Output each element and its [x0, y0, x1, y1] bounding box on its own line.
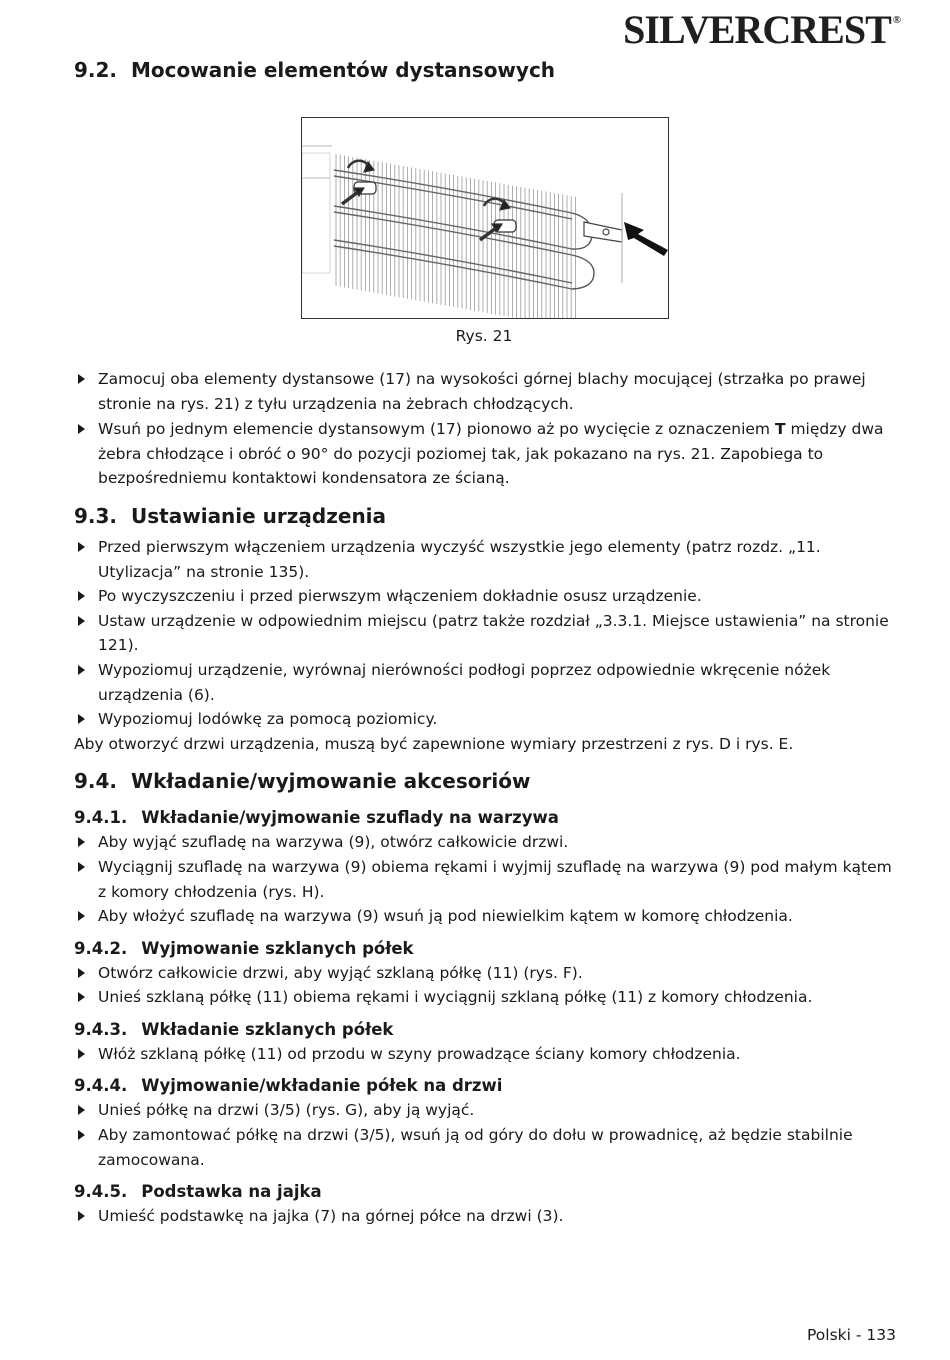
list-item: Unieś półkę na drzwi (3/5) (rys. G), aby ją wyjąć.: [74, 1098, 896, 1123]
steps-9-4-1: [74, 830, 896, 928]
list-item: Ustaw urządzenie w odpowiednim miejscu (patrz także rozdział „3.3.1. Miejsce ustawienia” na stronie 121).: [74, 609, 896, 658]
list-item: Aby wyjąć szufladę na warzywa (9), otwórz całkowicie drzwi.: [74, 830, 896, 855]
steps-9-4-3: [74, 1042, 896, 1067]
steps-9-3: [74, 535, 896, 732]
heading-9-3: 9.3. Ustawianie urządzenia: [74, 503, 387, 528]
heading-9-4-4: 9.4.4. Wyjmowanie/wkładanie półek na drzwi: [74, 1076, 503, 1096]
steps-9-2: [74, 367, 896, 491]
figure-caption: Rys. 21: [455, 327, 513, 345]
heading-9-4-2: 9.4.2. Wyjmowanie szklanych półek: [74, 938, 414, 958]
heading-9-4: 9.4. Wkładanie/wyjmowanie akcesoriów: [74, 769, 531, 794]
steps-9-4-5: [74, 1204, 896, 1229]
marker-t: T: [774, 420, 786, 439]
list-item: Umieść podstawkę na jajka (7) na górnej półce na drzwi (3).: [74, 1204, 896, 1229]
list-item: Wypoziomuj urządzenie, wyrównaj nierówności podłogi poprzez odpowiednie wkręcenie nóżek urządzenia (6).: [74, 658, 896, 707]
heading-9-4-1: 9.4.1. Wkładanie/wyjmowanie szuflady na warzywa: [74, 808, 559, 828]
silvercrest-logo: SILVERCREST ®: [623, 7, 900, 52]
figure-rys-21: [301, 117, 669, 319]
paragraph-note: Aby otworzyć drzwi urządzenia, muszą być zapewnione wymiary przestrzeni z rys. D i rys. E.: [74, 734, 794, 753]
page-content: [74, 55, 896, 1229]
heading-9-2: 9.2. Mocowanie elementów dystansowych: [74, 58, 556, 82]
list-item: Przed pierwszym włączeniem urządzenia wyczyść wszystkie jego elementy (patrz rozdz. „11. Utylizacja” na stronie 135).: [74, 535, 896, 584]
list-item: Unieś szklaną półkę (11) obiema rękami i wyciągnij szklaną półkę (11) z komory chłodzenia.: [74, 985, 896, 1010]
list-item: Zamocuj oba elementy dystansowe (17) na wysokości górnej blachy mocującej (strzałka po prawej stronie na rys. 21) z tyłu urządzenia na żebrach chłodzących.: [74, 367, 896, 416]
steps-9-4-4: [74, 1098, 896, 1172]
steps-9-4-2: [74, 961, 896, 1010]
list-item: Wypoziomuj lodówkę za pomocą poziomicy.: [74, 707, 896, 732]
list-item: Włóż szklaną półkę (11) od przodu w szyny prowadzące ściany komory chłodzenia.: [74, 1042, 896, 1067]
list-item: Wyciągnij szufladę na warzywa (9) obiema rękami i wyjmij szufladę na warzywa (9) pod małym kątem z komory chłodzenia (rys. H).: [74, 855, 896, 904]
page-footer: Polski - 133: [807, 1326, 896, 1344]
list-item: Po wyczyszczeniu i przed pierwszym włączeniem dokładnie osusz urządzenie.: [74, 584, 896, 609]
condenser-illustration: [302, 118, 668, 318]
heading-9-4-5: 9.4.5. Podstawka na jajka: [74, 1182, 322, 1202]
list-item: Otwórz całkowicie drzwi, aby wyjąć szklaną półkę (11) (rys. F).: [74, 961, 896, 986]
list-item: Aby włożyć szufladę na warzywa (9) wsuń ją pod niewielkim kątem w komorę chłodzenia.: [74, 904, 896, 929]
heading-9-4-3: 9.4.3. Wkładanie szklanych półek: [74, 1019, 394, 1039]
list-item: Aby zamontować półkę na drzwi (3/5), wsuń ją od góry do dołu w prowadnicę, aż będzie stabilnie zamocowana.: [74, 1123, 896, 1172]
list-item: Wsuń po jednym elemencie dystansowym (17) pionowo aż po wycięcie z oznaczeniem T między dwa żebra chłodzące i obróć o 90° do pozycji poziomej tak, jak pokazano na rys. 21. Zapobiega to bezpośredniemu kontaktowi kondensatora ze ścianą.: [74, 417, 896, 491]
